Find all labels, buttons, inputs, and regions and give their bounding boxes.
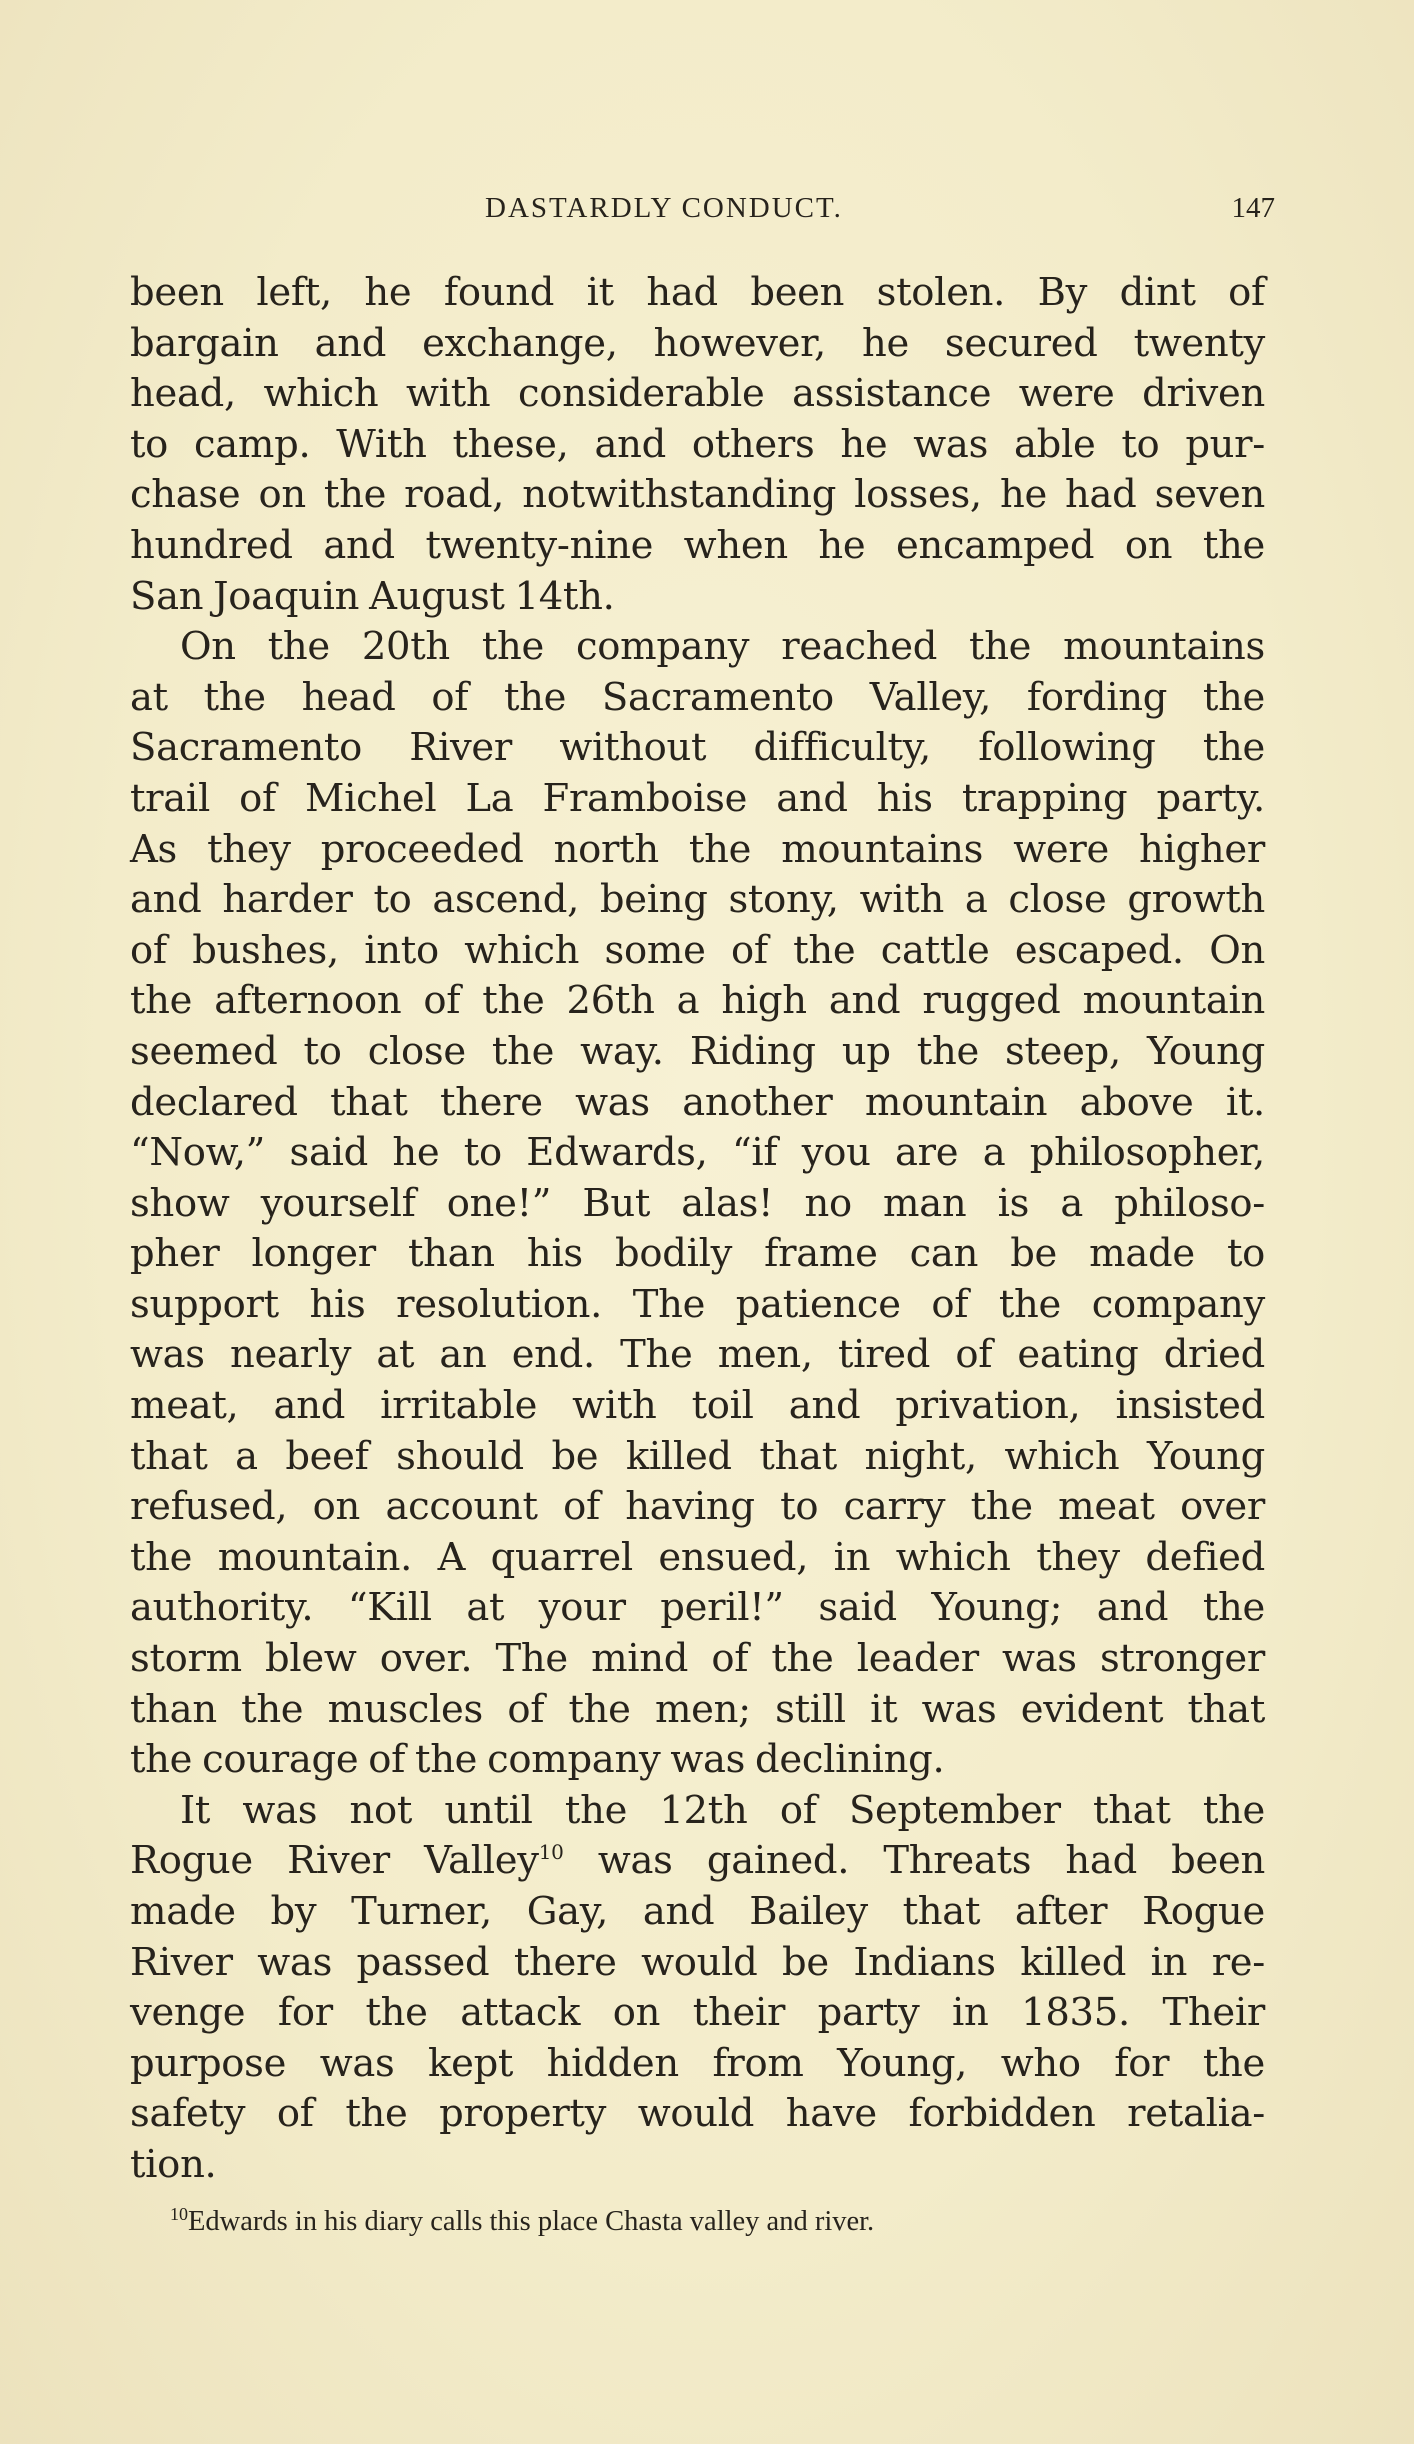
text-line: meat, and irritable with toil and privation, insisted	[130, 1383, 1265, 1429]
text-line: It was not until the 12th of September that the	[180, 1787, 1265, 1833]
text-line: declared that there was another mountain above it.	[130, 1079, 1265, 1125]
text-line: the mountain. A quarrel ensued, in which they defied	[130, 1534, 1265, 1580]
running-head	[130, 192, 1275, 232]
text-line: bargain and exchange, however, he secured twenty	[130, 320, 1265, 366]
text-line: storm blew over. The mind of the leader was stronger	[130, 1636, 1265, 1682]
text-line: River was passed there would be Indians killed in re-	[130, 1939, 1265, 1985]
text-line: was nearly at an end. The men, tired of eating dried	[130, 1332, 1265, 1378]
text-line: trail of Michel La Framboise and his trapping party.	[130, 775, 1265, 821]
text-line: purpose was kept hidden from Young, who for the	[130, 2040, 1265, 2086]
text-line: that a beef should be killed that night, which Young	[130, 1433, 1265, 1479]
text-line: venge for the attack on their party in 1835. Their	[130, 1990, 1265, 2036]
text-line: seemed to close the way. Riding up the steep, Young	[130, 1028, 1265, 1074]
text-line: pher longer than his bodily frame can be made to	[130, 1231, 1265, 1277]
text-line: safety of the property would have forbidden retalia-	[130, 2091, 1265, 2137]
text-line: been left, he found it had been stolen. By dint of	[130, 270, 1265, 315]
text-line: hundred and twenty-nine when he encamped on the	[130, 522, 1265, 568]
text-line: chase on the road, notwithstanding losses, he had seven	[130, 472, 1265, 518]
footnote-text: Edwards in his diary calls this place Chasta valley and river.	[188, 2206, 875, 2237]
text-line: “Now,” said he to Edwards, “if you are a philosopher,	[130, 1130, 1265, 1176]
text-line: head, which with considerable assistance were driven	[130, 371, 1265, 417]
text-line: to camp. With these, and others he was able to pur-	[130, 421, 1265, 467]
text-fragment: Rogue River Valley	[130, 1838, 539, 1884]
text-line: the afternoon of the 26th a high and rugged mountain	[130, 978, 1265, 1024]
text-line	[130, 1836, 1265, 1887]
text-line: at the head of the Sacramento Valley, fording the	[130, 674, 1265, 720]
footnote-reference: 10	[538, 1840, 564, 1865]
text-line: tion.	[130, 2141, 217, 2187]
text-line: Sacramento River without difficulty, following the	[130, 725, 1265, 771]
text-fragment: was gained. Threats had been	[597, 1838, 1265, 1884]
text-line: refused, on account of having to carry the meat over	[130, 1484, 1265, 1530]
chapter-title: DASTARDLY CONDUCT.	[485, 192, 843, 224]
text-line: San Joaquin August 14th.	[130, 573, 615, 619]
text-line: made by Turner, Gay, and Bailey that after Rogue	[130, 1889, 1265, 1934]
text-line: As they proceeded north the mountains were higher	[130, 826, 1265, 872]
footnote-marker: 10	[170, 2204, 188, 2224]
text-line: authority. “Kill at your peril!” said Young; and the	[130, 1585, 1265, 1631]
text-line: than the muscles of the men; still it was evident that	[130, 1686, 1265, 1732]
footnote	[170, 2206, 874, 2238]
text-line: and harder to ascend, being stony, with a close growth	[130, 877, 1265, 923]
text-line: the courage of the company was declining.	[130, 1737, 945, 1783]
text-line: support his resolution. The patience of the company	[130, 1281, 1265, 1327]
text-line: of bushes, into which some of the cattle escaped. On	[130, 927, 1265, 973]
text-line: On the 20th the company reached the mountains	[180, 624, 1265, 670]
text-line: show yourself one!” But alas! no man is a philoso-	[130, 1180, 1265, 1226]
body-text	[130, 268, 1265, 2191]
page-number: 147	[1231, 192, 1275, 224]
